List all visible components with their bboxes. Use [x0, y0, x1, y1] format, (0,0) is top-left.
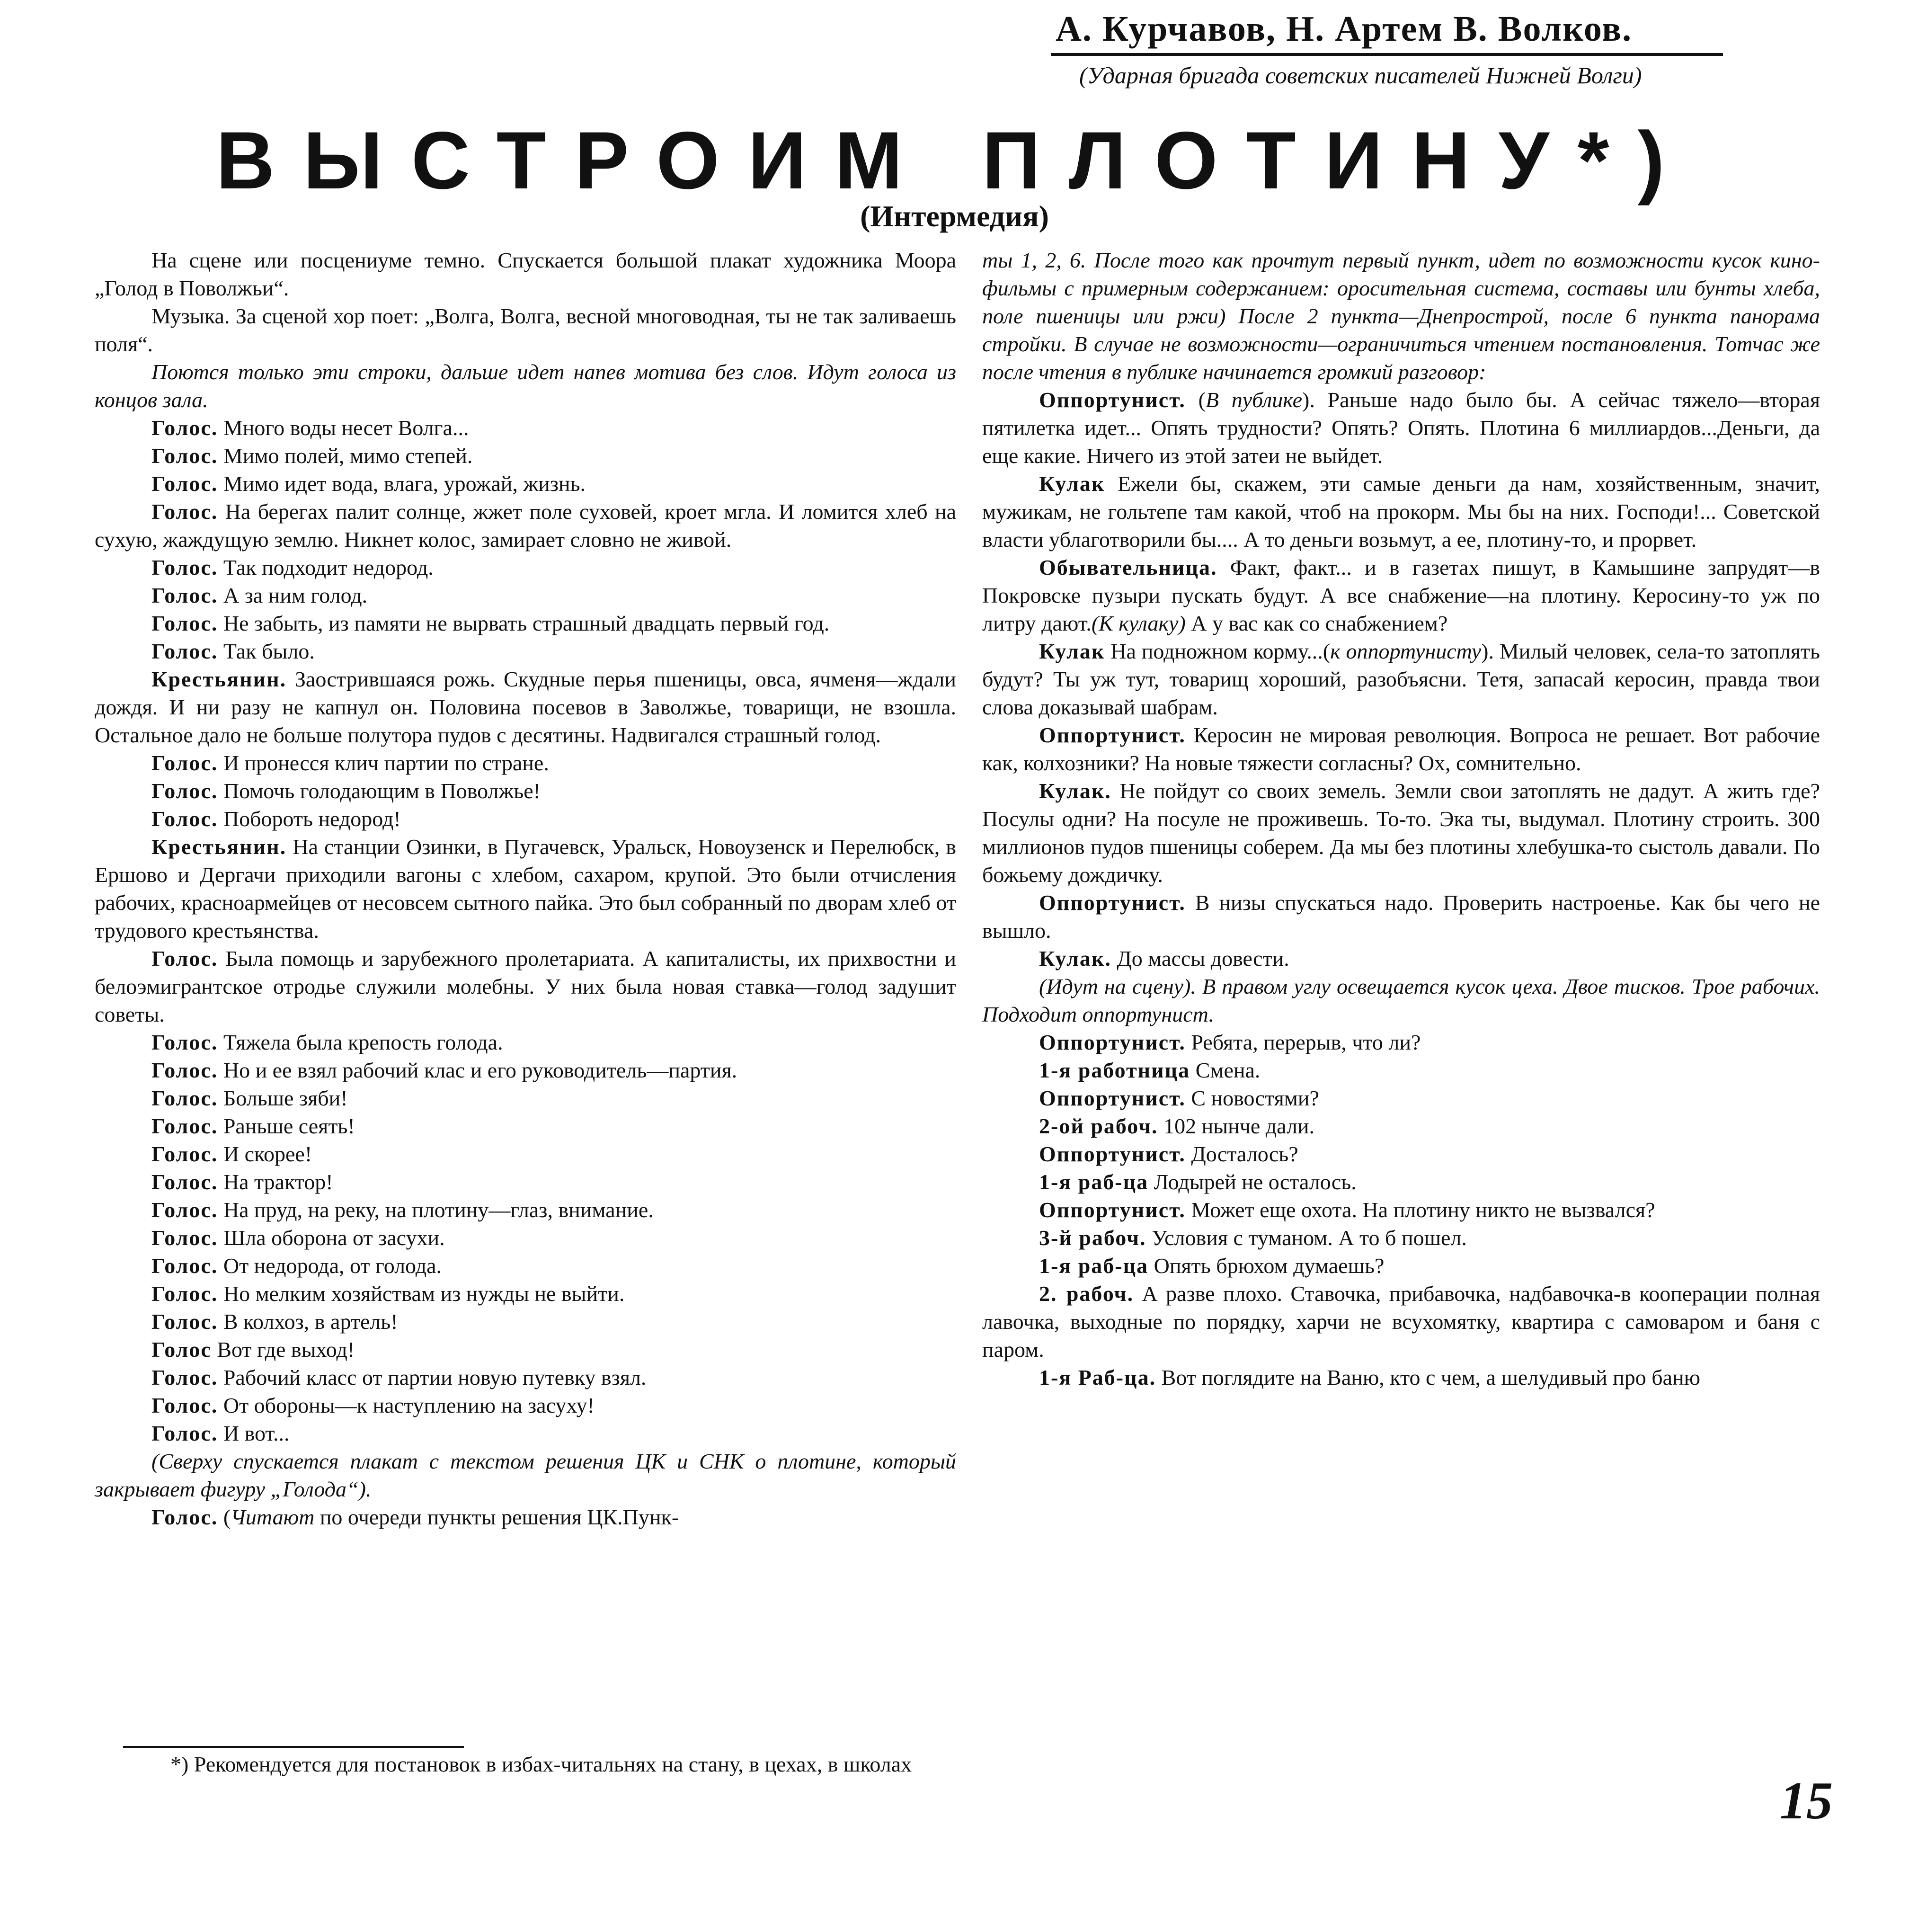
speaker-name: Голос. [151, 1254, 218, 1278]
line-text: До массы довести. [1117, 946, 1289, 970]
right-column [982, 246, 1820, 1391]
footnote: *) Рекомендуется для постановок в избах-читальнях на стану, в цехах, в школах [170, 1752, 912, 1776]
stage-direction: к оппортунисту [1330, 639, 1482, 663]
speaker-name: Голос. [151, 1058, 218, 1082]
play-line [95, 1196, 956, 1224]
play-line [95, 1252, 956, 1280]
line-text: В колхоз, в артель! [223, 1309, 398, 1334]
speaker-name: 1-я работница [1039, 1058, 1190, 1082]
stage-direction: В публике [1205, 388, 1302, 412]
line-text: Так было. [223, 639, 315, 663]
line-text: Ребята, перерыв, что ли? [1191, 1030, 1421, 1054]
speaker-name: Голос. [151, 1030, 218, 1054]
speaker-name: Голос. [151, 1309, 218, 1334]
play-line [95, 1391, 956, 1419]
play-line [95, 777, 956, 805]
speaker-name: Голос. [151, 583, 218, 607]
line-text: Помочь голодающим в Поволжье! [223, 779, 541, 803]
play-line [982, 1363, 1820, 1391]
speaker-name: Голос. [151, 751, 218, 775]
play-line [95, 1084, 956, 1112]
play-line [95, 358, 956, 414]
play-line [95, 805, 956, 833]
page-number: 15 [1780, 1772, 1833, 1830]
speaker-name: Голос. [151, 1421, 218, 1445]
line-text: Может еще охота. На плотину никто не вызвался? [1191, 1198, 1655, 1222]
line-text: И пронесся клич партии по стране. [223, 751, 549, 775]
line-text: А разве плохо. Ставочка, прибавочка, надбавочка-в кооперации полная лавочка, выходные по порядку, харчи не всухомятку, квартира с самоваром и баня с паром. [982, 1282, 1820, 1362]
play-line [95, 944, 956, 1028]
play-line [982, 246, 1820, 386]
speaker-name: Голос. [151, 807, 218, 831]
line-text: Много воды несет Волга... [223, 416, 469, 440]
line-text: по очереди пункты решения ЦК.Пунк- [314, 1505, 679, 1529]
play-line [95, 581, 956, 609]
speaker-name: Кулак [1039, 472, 1105, 496]
speaker-name: Кулак. [1039, 779, 1111, 803]
play-line [95, 609, 956, 637]
line-text: Условия с туманом. А то б пошел. [1152, 1226, 1467, 1250]
play-line [982, 1112, 1820, 1140]
play-line [95, 414, 956, 442]
play-line [95, 833, 956, 944]
speaker-name: Голос. [151, 1114, 218, 1138]
stage-direction: (Сверху спускается плакат с текстом решения ЦК и СНК о плотине, который закрывает фигуру „Голода“). [95, 1449, 956, 1501]
speaker-name: 1-я раб-ца [1039, 1254, 1149, 1278]
speaker-name: Голос. [151, 1365, 218, 1389]
speaker-name: Голос. [151, 1226, 218, 1250]
line-text: Керосин не мировая революция. Вопроса не решает. Вот рабочие как, колхозники? На новые тяжести согласны? Ох, сомнительно. [982, 723, 1820, 775]
line-text: И скорее! [223, 1142, 312, 1166]
line-text: Музыка. За сценой хор поет: „Волга, Волга, весной многоводная, ты не так заливаешь поля“. [95, 304, 956, 356]
speaker-name: Голос. [151, 1170, 218, 1194]
play-line [982, 1280, 1820, 1363]
line-text: И вот... [223, 1421, 290, 1445]
speaker-name: 1-я раб-ца [1039, 1170, 1149, 1194]
line-text: ( [223, 1505, 231, 1529]
play-line [95, 302, 956, 358]
speaker-name: Голос. [151, 1142, 218, 1166]
line-text: Больше зяби! [223, 1086, 348, 1110]
play-line [982, 1168, 1820, 1196]
line-text: ). Раньше надо было бы. А сейчас тяжело—вторая пятилетка идет... Опять трудности? Опять? Опять. Плотина 6 миллиардов...Деньги, да еще какие. Ничего из этой затеи не выйдет. [982, 388, 1820, 468]
play-line [95, 1168, 956, 1196]
speaker-name: 2-ой рабоч. [1039, 1114, 1158, 1138]
line-text: На сцене или посцениуме темно. Спускается большой плакат художника Моора „Голод в Поволжьи“. [95, 248, 956, 300]
line-text: Опять брюхом думаешь? [1154, 1254, 1385, 1278]
line-text: От недорода, от голода. [223, 1254, 442, 1278]
speaker-name: Голос. [151, 779, 218, 803]
speaker-name: Голос. [151, 1505, 218, 1529]
title-text: ВЫСТРОИМ ПЛОТИНУ [216, 115, 1578, 206]
speaker-name: Оппортунист. [1039, 723, 1186, 747]
speaker-name: Голос. [151, 555, 218, 579]
play-line [982, 889, 1820, 944]
line-text: Но мелким хозяйствам из нужды не выйти. [223, 1282, 625, 1306]
play-line [95, 1112, 956, 1140]
speaker-name: 3-й рабоч. [1039, 1226, 1146, 1250]
line-text: Не забыть, из памяти не вырвать страшный двадцать первый год. [223, 611, 830, 635]
line-text: ). Милый человек, села-то затоплять будут? Ты уж тут, товарищ хороший, разобъясни. Тетя, запасай керосин, правда твои слова доказывай шабрам. [982, 639, 1820, 719]
speaker-name: Голос. [151, 499, 218, 524]
stage-direction: (К кулаку) [1091, 611, 1186, 635]
footnote-rule [123, 1746, 464, 1748]
speaker-name: Голос. [151, 416, 218, 440]
play-line [982, 1028, 1820, 1056]
line-text: Мимо идет вода, влага, урожай, жизнь. [223, 472, 586, 496]
brigade-note: (Ударная бригада советских писателей Нижней Волги) [1079, 62, 1642, 89]
authors-line: А. Курчавов, Н. Артем В. Волков. [1056, 9, 1633, 49]
play-line [982, 470, 1820, 553]
play-line [95, 1419, 956, 1447]
speaker-name: Голос. [151, 1198, 218, 1222]
line-text: Тяжела была крепость голода. [223, 1030, 503, 1054]
play-line [95, 246, 956, 302]
line-text: Факт, факт... и в газетах пишут, в Камышине запрудят—в Покровске пузыри пускать будут. А все снабжение—на плотину. Керосину-то уж по литру дают. [982, 555, 1820, 635]
speaker-name: Голос. [151, 639, 218, 663]
speaker-name: Крестьянин. [151, 667, 287, 691]
speaker-name: Оппортунист. [1039, 890, 1186, 915]
line-text: От обороны—к наступлению на засуху! [223, 1393, 595, 1417]
line-text: На подножном корму...( [1110, 639, 1331, 663]
line-text: Не пойдут со своих земель. Земли свои затоплять не дадут. А жить где? Посулы одни? На посуле не проживешь. То-то. Эка ты, выдумал. Плотину строить. 300 миллионов пудов пшеницы соберем. Да мы без плотины хлебушка-то сыстоль давали. По божьему дождичку. [982, 779, 1820, 887]
play-line [95, 1503, 956, 1531]
stage-direction: Поются только эти строки, дальше идет напев мотива без слов. Идут голоса из концов зала. [95, 360, 956, 412]
speaker-name: Крестьянин. [151, 835, 287, 859]
play-line [982, 1224, 1820, 1252]
play-line [95, 1224, 956, 1252]
play-line [982, 1252, 1820, 1280]
line-text: А у вас как со снабжением? [1185, 611, 1448, 635]
line-text: Вот поглядите на Ваню, кто с чем, а шелудивый про баню [1161, 1365, 1701, 1389]
line-text: Заострившаяся рожь. Скудные перья пшеницы, овса, ячменя—ждали дождя. И ни разу не капнул он. Половина посевов в Заволжье, товарищи, не взошла. Остальное дало не больше полутора пудов с десятины. Надвигался страшный голод. [95, 667, 956, 747]
speaker-name: Голос. [151, 611, 218, 635]
line-text: Раньше сеять! [223, 1114, 355, 1138]
play-line [982, 1196, 1820, 1224]
play-line [95, 442, 956, 470]
play-line [982, 553, 1820, 637]
page-subtitle: (Интермедия) [860, 199, 1049, 233]
stage-direction: (Идут на сцену). В правом углу освещается кусок цеха. Двое тисков. Трое рабочих. Подходит оппортунист. [982, 974, 1820, 1026]
play-line [95, 1363, 956, 1391]
play-line [95, 1335, 956, 1363]
speaker-name: Голос. [151, 1393, 218, 1417]
speaker-name: Оппортунист. [1039, 1086, 1186, 1110]
line-text: Так подходит недород. [223, 555, 434, 579]
line-text: Лодырей не осталось. [1154, 1170, 1357, 1194]
speaker-name: Оппортунист. [1039, 388, 1186, 412]
play-line [982, 721, 1820, 777]
play-line [95, 1280, 956, 1308]
play-line [95, 1447, 956, 1503]
line-text: Шла оборона от засухи. [223, 1226, 445, 1250]
play-line [982, 1084, 1820, 1112]
line-text: А за ним голод. [223, 583, 368, 607]
stage-direction: Читают [231, 1505, 315, 1529]
speaker-name: Кулак. [1039, 946, 1111, 970]
speaker-name: Обывательница. [1039, 555, 1217, 579]
speaker-name: Голос. [151, 444, 218, 468]
speaker-name: Голос. [151, 946, 218, 970]
line-text: Была помощь и зарубежного пролетариата. А капиталисты, их прихвостни и белоэмигрантское отродье служили молебны. У них была новая ставка—голод задушит советы. [95, 946, 956, 1026]
speaker-name: Голос. [151, 472, 218, 496]
line-text: Но и ее взял рабочий клас и его руководитель—партия. [223, 1058, 737, 1082]
authors-underline [1051, 53, 1723, 56]
play-line [95, 470, 956, 498]
speaker-name: Голос. [151, 1086, 218, 1110]
line-text: Рабочий класс от партии новую путевку взял. [223, 1365, 647, 1389]
line-text: Досталось? [1191, 1142, 1298, 1166]
speaker-name: Оппортунист. [1039, 1142, 1186, 1166]
play-line [95, 553, 956, 581]
play-line [95, 665, 956, 749]
play-line [982, 386, 1820, 470]
play-line [95, 1028, 956, 1056]
line-text: Смена. [1195, 1058, 1261, 1082]
speaker-name: Голос [151, 1337, 212, 1362]
line-text: На берегах палит солнце, жжет поле суховей, кроет мгла. И ломится хлеб на сухую, жаждущую землю. Никнет колос, замирает словно не живой. [95, 499, 956, 552]
page-title [0, 114, 1909, 207]
play-line [982, 944, 1820, 972]
play-line [982, 972, 1820, 1028]
line-text: Вот где выход! [217, 1337, 355, 1362]
speaker-name: 1-я Раб-ца. [1039, 1365, 1156, 1389]
play-line [982, 637, 1820, 721]
speaker-name: Оппортунист. [1039, 1030, 1186, 1054]
play-line [95, 1056, 956, 1084]
speaker-name: Оппортунист. [1039, 1198, 1186, 1222]
stage-direction: ты 1, 2, 6. После того как прочтут первый пункт, идет по возможности кусок кино-фильмы с примерным содержанием: оросительная система, составы или бунты хлеба, поле пшеницы или ржи) После 2 пункта—Днепрострой, после 6 пункта панорама стройки. В случае не возможности—ограничиться чтением постановления. Тотчас же после чтения в публике начинается громкий разговор: [982, 248, 1820, 384]
speaker-name: Кулак [1039, 639, 1105, 663]
left-column [95, 246, 956, 1531]
line-text: Побороть недород! [223, 807, 401, 831]
play-line [95, 1308, 956, 1335]
play-line [982, 1056, 1820, 1084]
line-text: Ежели бы, скажем, эти самые деньги да нам, хозяйственным, значит, мужикам, не гольтепе там какой, чтоб на прокорм. Мы бы на них. Господи!... Советской власти ублаготворили бы.... А то деньги возьмут, а ее, плотину-то, и прорвет. [982, 472, 1820, 552]
speaker-name: 2. рабоч. [1039, 1282, 1134, 1306]
line-text: Мимо полей, мимо степей. [223, 444, 473, 468]
play-line [982, 1140, 1820, 1168]
play-line [95, 1140, 956, 1168]
play-line [95, 498, 956, 553]
line-text: 102 нынче дали. [1163, 1114, 1315, 1138]
line-text: На пруд, на реку, на плотину—глаз, внимание. [223, 1198, 654, 1222]
line-text: С новостями? [1191, 1086, 1319, 1110]
title-footnote-mark: *) [1577, 115, 1693, 206]
line-text: В низы спускаться надо. Проверить настроенье. Как бы чего не вышло. [982, 890, 1820, 943]
line-text: На трактор! [223, 1170, 333, 1194]
speaker-name: Голос. [151, 1282, 218, 1306]
play-line [95, 637, 956, 665]
line-text: ( [1198, 388, 1206, 412]
line-text: На станции Озинки, в Пугачевск, Уральск, Новоузенск и Перелюбск, в Ершово и Дергачи приходили вагоны с хлебом, сахаром, крупой. Это были отчисления рабочих, красноармейцев от несовсем сытного пайка. Это был собранный по дворам хлеб от трудового крестьянства. [95, 835, 956, 943]
play-line [95, 749, 956, 777]
play-line [982, 777, 1820, 889]
